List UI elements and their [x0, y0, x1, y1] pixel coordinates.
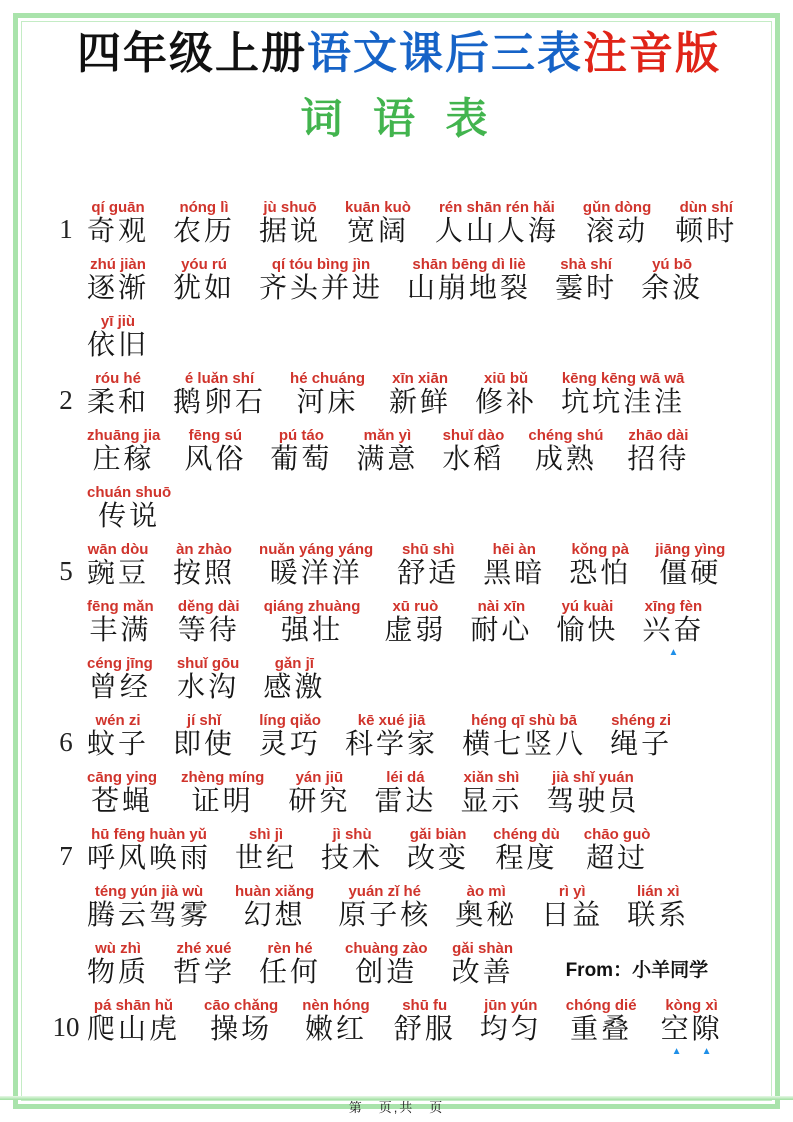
emphasis-marker: [642, 648, 704, 658]
hanzi-label: 逐渐: [87, 272, 150, 304]
word-line: [87, 988, 753, 1058]
word-item: [173, 713, 235, 761]
pinyin-label: kuān kuò: [345, 198, 411, 216]
word-item: [345, 713, 438, 761]
word-item: [455, 884, 517, 932]
pinyin-label: nuǎn yáng yáng: [259, 540, 374, 558]
lesson-row: [45, 703, 753, 817]
word-item: [675, 200, 737, 248]
pinyin-label: hū fēng huàn yǔ: [91, 825, 207, 843]
hanzi-label: 黑暗: [483, 557, 546, 589]
word-line: [87, 475, 753, 532]
pinyin-label: léi dá: [386, 768, 425, 786]
pinyin-label: zhuāng jia: [87, 426, 161, 444]
pinyin-label: xīn xiān: [392, 369, 448, 387]
hanzi-label: 苍蝇: [91, 785, 154, 817]
word-item: [321, 827, 383, 875]
pinyin-label: qiáng zhuàng: [263, 597, 361, 615]
pinyin-label: shuǐ gōu: [176, 654, 240, 672]
pinyin-label: zhèng míng: [181, 768, 265, 786]
hanzi-label: 原子核: [338, 899, 432, 931]
word-item: [259, 713, 321, 761]
pinyin-label: qí guān: [91, 198, 145, 216]
pinyin-label: shéng zi: [611, 711, 672, 729]
hanzi-label: 空隙: [660, 1013, 723, 1045]
word-item: [87, 713, 149, 761]
pinyin-label: shū fu: [402, 996, 448, 1014]
word-item: [259, 941, 321, 989]
word-item: [374, 770, 436, 818]
pinyin-label: nèn hóng: [302, 996, 370, 1014]
hanzi-label: 雷达: [374, 785, 437, 817]
hanzi-label: 僵硬: [659, 557, 722, 589]
hanzi-label: 研究: [288, 785, 351, 817]
pinyin-label: shà shí: [560, 255, 612, 273]
word-line: [87, 418, 753, 475]
word-item: [87, 200, 149, 248]
word-item: [407, 257, 531, 305]
hanzi-label: 哲学: [173, 956, 236, 988]
pinyin-label: jiāng yìng: [655, 540, 726, 558]
pinyin-label: chóng dié: [565, 996, 637, 1014]
lesson-number: 1: [59, 214, 73, 245]
pinyin-label: wén zi: [95, 711, 141, 729]
hanzi-label: 爬山虎: [87, 1013, 181, 1045]
hanzi-label: 改变: [407, 842, 470, 874]
word-line: [87, 817, 753, 874]
pinyin-label: dùn shí: [679, 198, 733, 216]
word-item: [87, 656, 153, 704]
hanzi-label: 舒服: [393, 1013, 456, 1045]
hanzi-label: 嫩红: [304, 1013, 367, 1045]
pinyin-label: shuǐ dào: [442, 426, 505, 444]
word-item: [627, 884, 689, 932]
hanzi-label: 日益: [541, 899, 604, 931]
word-item: [493, 827, 560, 875]
hanzi-label: 幻想: [243, 899, 306, 931]
word-item: [655, 542, 725, 590]
word-item: [345, 200, 411, 248]
word-item: [270, 428, 332, 476]
hanzi-label: 风俗: [184, 443, 247, 475]
pinyin-label: zhé xué: [176, 939, 232, 957]
pinyin-label: líng qiǎo: [259, 711, 321, 729]
hanzi-label: 程度: [495, 842, 558, 874]
pinyin-label: jì shù: [332, 825, 372, 843]
pinyin-label: yán jiū: [295, 768, 344, 786]
word-item: [264, 599, 361, 647]
hanzi-label: 证明: [191, 785, 254, 817]
word-item: [204, 998, 278, 1046]
pinyin-label: xīng fèn: [644, 597, 703, 615]
pinyin-label: chāo guò: [583, 825, 651, 843]
word-line: [87, 247, 753, 304]
hanzi-label: 改善: [451, 956, 514, 988]
title-segment-red: 注音版: [583, 29, 721, 78]
hanzi-label: 招待: [627, 443, 690, 475]
word-item: [356, 428, 418, 476]
word-item: [546, 770, 639, 818]
hanzi-label: 柔和: [87, 386, 150, 418]
hanzi-label: 恐怕: [569, 557, 632, 589]
pinyin-label: gǎi shàn: [452, 939, 513, 957]
hanzi-label: 感激: [263, 671, 326, 703]
pinyin-label: téng yún jià wù: [94, 882, 204, 900]
word-item: [87, 884, 211, 932]
pinyin-label: àn zhào: [176, 540, 232, 558]
pinyin-label: kǒng pà: [571, 540, 630, 558]
lesson-number: 10: [52, 1012, 80, 1043]
word-item: [302, 998, 370, 1046]
pinyin-label: zhú jiàn: [90, 255, 146, 273]
word-item: [627, 428, 689, 476]
word-item: [290, 371, 365, 419]
emphasis-marker: [661, 1047, 723, 1057]
pinyin-label: yú bō: [652, 255, 693, 273]
word-item: [87, 257, 149, 305]
hanzi-label: 世纪: [235, 842, 298, 874]
hanzi-label: 舒适: [397, 557, 460, 589]
word-item: [583, 200, 651, 248]
hanzi-label: 据说: [259, 215, 322, 247]
triangle-marker-icon: ▲: [671, 1046, 682, 1058]
word-item: [561, 371, 685, 419]
hanzi-label: 人山人海: [434, 215, 559, 247]
pinyin-label: kòng xì: [665, 996, 718, 1014]
pinyin-label: jià shǐ yuán: [552, 768, 634, 786]
word-item: [475, 371, 537, 419]
word-item: [87, 941, 149, 989]
hanzi-label: 余波: [641, 272, 704, 304]
title-segment-blue: 语文课后三表: [307, 29, 583, 78]
word-item: [384, 599, 446, 647]
hanzi-label: 呼风唤雨: [87, 842, 212, 874]
word-item: [235, 827, 297, 875]
page-content: [45, 29, 753, 1058]
lesson-row: [45, 817, 753, 988]
hanzi-label: 任何: [259, 956, 322, 988]
word-item: [173, 941, 235, 989]
word-line: [87, 589, 753, 659]
hanzi-label: 曾经: [88, 671, 151, 703]
pinyin-label: jù shuō: [263, 198, 317, 216]
word-item: [173, 200, 235, 248]
pinyin-label: xiū bǔ: [483, 369, 529, 387]
pinyin-label: jūn yún: [484, 996, 538, 1014]
word-item: [87, 542, 149, 590]
hanzi-label: 成熟: [534, 443, 597, 475]
hanzi-label: 等待: [177, 614, 240, 646]
lesson-lines: [87, 703, 753, 817]
pinyin-label: qí tóu bìng jìn: [271, 255, 371, 273]
word-line: [87, 931, 753, 988]
word-list: [45, 190, 753, 1058]
pinyin-label: é luǎn shí: [184, 369, 255, 387]
hanzi-label: 河床: [296, 386, 359, 418]
word-item: [87, 770, 157, 818]
word-item: [338, 884, 431, 932]
hanzi-label: 庄稼: [92, 443, 155, 475]
pinyin-label: shān bēng dì liè: [412, 255, 526, 273]
credit-label: From：小羊同学: [565, 960, 709, 982]
hanzi-label: 新鲜: [389, 386, 452, 418]
hanzi-label: 耐心: [470, 614, 533, 646]
pinyin-label: fēng sú: [188, 426, 243, 444]
lesson-number: 6: [59, 727, 73, 758]
word-line: [87, 532, 753, 589]
hanzi-label: 创造: [355, 956, 418, 988]
hanzi-label: 灵巧: [259, 728, 322, 760]
hanzi-label: 物质: [87, 956, 150, 988]
pinyin-label: hé chuáng: [290, 369, 366, 387]
hanzi-label: 奇观: [87, 215, 150, 247]
lesson-lines: [87, 190, 753, 361]
list-subtitle: 词 语 表: [300, 97, 498, 144]
word-item: [470, 599, 532, 647]
word-item: [87, 428, 160, 476]
word-line: [87, 703, 753, 760]
pinyin-label: lián xì: [636, 882, 680, 900]
hanzi-label: 显示: [460, 785, 523, 817]
hanzi-label: 按照: [173, 557, 236, 589]
word-item: [435, 200, 559, 248]
hanzi-label: 霎时: [555, 272, 618, 304]
pinyin-label: xiǎn shì: [463, 768, 520, 786]
pinyin-label: pá shān hǔ: [93, 996, 174, 1014]
word-item: [407, 827, 469, 875]
lesson-lines: [87, 988, 753, 1058]
lesson-row: [45, 988, 753, 1058]
hanzi-label: 豌豆: [87, 557, 150, 589]
word-item: [541, 884, 603, 932]
word-item: [87, 599, 154, 647]
pinyin-label: hēi àn: [492, 540, 536, 558]
hanzi-label: 蚊子: [87, 728, 150, 760]
pinyin-label: chuàng zào: [345, 939, 428, 957]
pinyin-label: yóu rú: [181, 255, 227, 273]
hanzi-label: 农历: [173, 215, 236, 247]
pinyin-label: huàn xiǎng: [235, 882, 315, 900]
word-item: [389, 371, 451, 419]
pinyin-label: gǎn jī: [274, 654, 314, 672]
title-segment-black: 四年级上册: [77, 29, 307, 78]
pinyin-label: rì yì: [558, 882, 586, 900]
pinyin-label: cāo chǎng: [204, 996, 279, 1014]
hanzi-label: 宽阔: [346, 215, 409, 247]
hanzi-label: 犹如: [173, 272, 236, 304]
pinyin-label: nóng lì: [179, 198, 229, 216]
pinyin-label: rèn hé: [267, 939, 313, 957]
pinyin-label: chéng dù: [493, 825, 560, 843]
pinyin-label: gǔn dòng: [582, 198, 652, 216]
word-item: [263, 656, 325, 704]
pinyin-label: shì jì: [248, 825, 284, 843]
pinyin-label: shū shì: [401, 540, 455, 558]
hanzi-label: 顿时: [675, 215, 738, 247]
word-item: [480, 998, 542, 1046]
pinyin-label: jí shǐ: [186, 711, 222, 729]
hanzi-label: 依旧: [87, 329, 150, 361]
lesson-number: 7: [59, 841, 73, 872]
word-item: [87, 998, 180, 1046]
word-item: [173, 542, 235, 590]
word-item: [173, 371, 266, 419]
word-line: [87, 190, 753, 247]
pinyin-label: gǎi biàn: [409, 825, 467, 843]
word-item: [660, 996, 723, 1058]
word-item: [288, 770, 350, 818]
hanzi-label: 齐头并进: [259, 272, 384, 304]
hanzi-label: 强壮: [281, 614, 344, 646]
hanzi-label: 绳子: [610, 728, 673, 760]
hanzi-label: 葡萄: [270, 443, 333, 475]
word-item: [483, 542, 545, 590]
word-line: [87, 874, 753, 931]
word-item: [452, 941, 514, 989]
pinyin-label: kēng kēng wā wā: [561, 369, 685, 387]
page-title: [45, 30, 753, 78]
hanzi-label: 横七竖八: [462, 728, 587, 760]
hanzi-label: 操场: [210, 1013, 273, 1045]
triangle-marker-icon: ▲: [668, 647, 679, 659]
word-item: [235, 884, 314, 932]
word-item: [460, 770, 522, 818]
pinyin-label: zhāo dài: [628, 426, 689, 444]
lesson-row: [45, 361, 753, 532]
hanzi-label: 腾云驾雾: [87, 899, 212, 931]
lesson-lines: [87, 817, 753, 988]
word-item: [87, 314, 149, 362]
pinyin-label: děng dài: [177, 597, 240, 615]
pinyin-label: kē xué jiā: [357, 711, 426, 729]
word-line: [87, 304, 753, 361]
word-item: [555, 257, 617, 305]
hanzi-label: 即使: [173, 728, 236, 760]
hanzi-label: 均匀: [479, 1013, 542, 1045]
lesson-number: 5: [59, 556, 73, 587]
pinyin-label: céng jīng: [87, 654, 153, 672]
lesson-row: [45, 532, 753, 703]
word-item: [528, 428, 603, 476]
lesson-row: [45, 190, 753, 361]
hanzi-label: 奥秘: [455, 899, 518, 931]
pinyin-label: chéng shú: [528, 426, 604, 444]
word-item: [87, 371, 149, 419]
word-item: [173, 257, 235, 305]
pinyin-label: rén shān rén hǎi: [438, 198, 555, 216]
word-item: [177, 656, 240, 704]
word-item: [184, 428, 246, 476]
word-item: [556, 599, 618, 647]
word-item: [566, 998, 637, 1046]
word-item: [442, 428, 504, 476]
pinyin-label: cāng ying: [87, 768, 158, 786]
word-item: [569, 542, 631, 590]
hanzi-label: 超过: [586, 842, 649, 874]
hanzi-label: 修补: [475, 386, 538, 418]
pinyin-label: róu hé: [95, 369, 141, 387]
pinyin-label: yú kuài: [561, 597, 614, 615]
word-line: [87, 760, 753, 817]
pinyin-label: mǎn yì: [363, 426, 412, 444]
hanzi-label: 水稻: [442, 443, 505, 475]
word-item: [87, 827, 211, 875]
word-item: [584, 827, 651, 875]
hanzi-label: 坑坑洼洼: [561, 386, 686, 418]
word-item: [259, 542, 373, 590]
pinyin-label: wù zhì: [95, 939, 141, 957]
hanzi-label: 愉快: [556, 614, 619, 646]
hanzi-label: 科学家: [345, 728, 439, 760]
hanzi-label: 联系: [627, 899, 690, 931]
pinyin-label: wān dòu: [87, 540, 149, 558]
lesson-number: 2: [59, 385, 73, 416]
hanzi-label: 满意: [356, 443, 419, 475]
word-item: [181, 770, 264, 818]
word-line: [87, 361, 753, 418]
word-item: [87, 485, 171, 533]
pinyin-label: xū ruò: [392, 597, 439, 615]
word-item: [345, 941, 428, 989]
hanzi-label: 山崩地裂: [407, 272, 532, 304]
word-item: [259, 257, 383, 305]
pinyin-label: yuán zǐ hé: [348, 882, 421, 900]
pinyin-label: héng qī shù bā: [471, 711, 577, 729]
triangle-marker-icon: ▲: [701, 1046, 712, 1058]
hanzi-label: 滚动: [586, 215, 649, 247]
hanzi-label: 技术: [321, 842, 384, 874]
hanzi-label: 水沟: [177, 671, 240, 703]
hanzi-label: 鹅卵石: [173, 386, 267, 418]
pinyin-label: yī jiù: [100, 312, 136, 330]
word-item: [641, 257, 703, 305]
word-item: [178, 599, 240, 647]
hanzi-label: 兴奋: [642, 614, 705, 646]
word-item: [397, 542, 459, 590]
pinyin-label: ào mì: [466, 882, 506, 900]
word-item: [394, 998, 456, 1046]
footer-page-label: 第 页,共 页: [348, 1100, 445, 1115]
hanzi-label: 丰满: [89, 614, 152, 646]
lesson-lines: [87, 532, 753, 703]
word-item: [610, 713, 672, 761]
lesson-lines: [87, 361, 753, 532]
hanzi-label: 重叠: [570, 1013, 633, 1045]
word-item: [462, 713, 586, 761]
hanzi-label: 传说: [98, 500, 161, 532]
hanzi-label: 虚弱: [384, 614, 447, 646]
pinyin-label: fēng mǎn: [87, 597, 154, 615]
hanzi-label: 驾驶员: [546, 785, 640, 817]
word-item: [642, 597, 705, 659]
pinyin-label: nài xīn: [477, 597, 526, 615]
pinyin-label: pú táo: [278, 426, 324, 444]
word-item: [259, 200, 321, 248]
pinyin-label: chuán shuō: [87, 483, 172, 501]
hanzi-label: 暖洋洋: [269, 557, 363, 589]
